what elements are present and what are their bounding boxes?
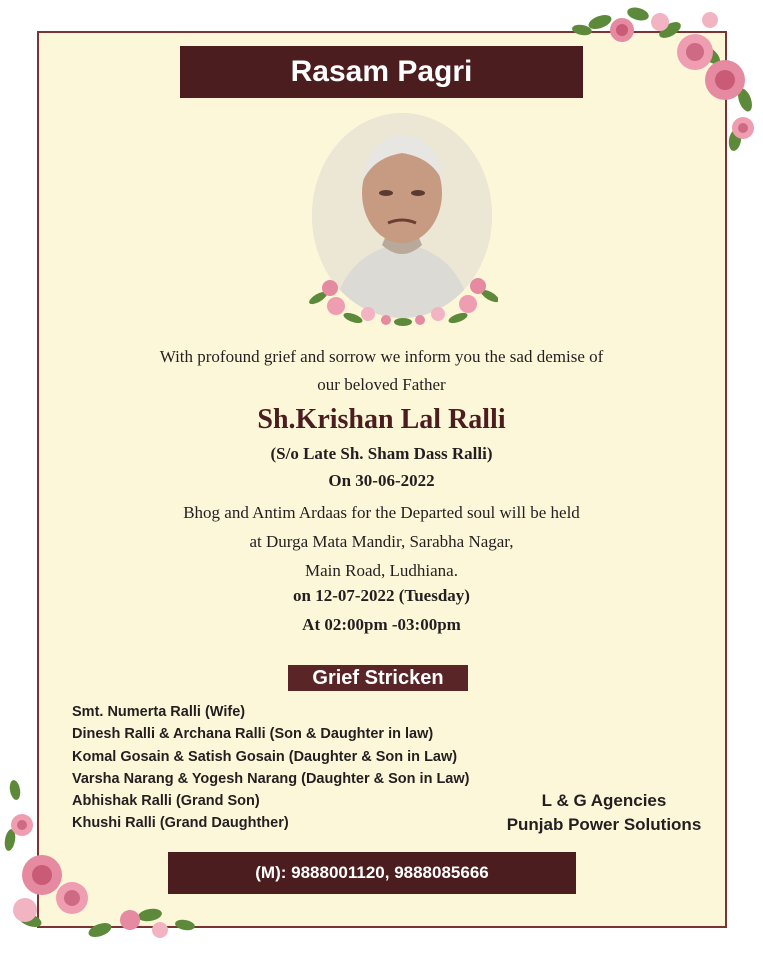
death-date: On 30-06-2022 xyxy=(328,471,435,490)
list-item: Abhishak Ralli (Grand Son) xyxy=(72,793,260,810)
rose-garland-top-right xyxy=(560,0,763,175)
rose-wreath-under-portrait xyxy=(308,258,498,328)
list-item: Khushi Ralli (Grand Daughther) xyxy=(72,815,289,832)
grief-stricken-heading: Grief Stricken xyxy=(288,665,468,691)
list-item: Dinesh Ralli & Archana Ralli (Son & Daughter in law) xyxy=(72,726,434,743)
agency-name-1: L & G Agencies xyxy=(541,791,667,810)
page-title: Rasam Pagri xyxy=(180,46,583,98)
event-line-3: Main Road, Ludhiana. xyxy=(305,561,458,580)
agency-name-2: Punjab Power Solutions xyxy=(506,815,702,834)
intro-line-2: our beloved Father xyxy=(317,375,446,394)
list-item: Komal Gosain & Satish Gosain (Daughter & Son in Law) xyxy=(72,748,458,765)
mourners-list xyxy=(72,701,469,835)
event-time: At 02:00pm -03:00pm xyxy=(302,615,461,634)
contact-phones: (M): 9888001120, 9888085666 xyxy=(168,852,576,894)
event-line-1: Bhog and Antim Ardaas for the Departed soul will be held xyxy=(183,503,580,522)
list-item: Varsha Narang & Yogesh Narang (Daughter & Son in Law) xyxy=(72,770,470,787)
intro-line-1: With profound grief and sorrow we inform you the sad demise of xyxy=(159,347,604,366)
event-line-2: at Durga Mata Mandir, Sarabha Nagar, xyxy=(249,532,514,551)
deceased-name: Sh.Krishan Lal Ralli xyxy=(257,404,506,435)
event-date: on 12-07-2022 (Tuesday) xyxy=(293,586,470,605)
intro-text xyxy=(100,343,663,399)
parentage: (S/o Late Sh. Sham Dass Ralli) xyxy=(270,444,493,463)
list-item: Smt. Numerta Ralli (Wife) xyxy=(72,704,246,720)
event-details xyxy=(100,498,663,585)
agencies-block xyxy=(480,789,728,837)
